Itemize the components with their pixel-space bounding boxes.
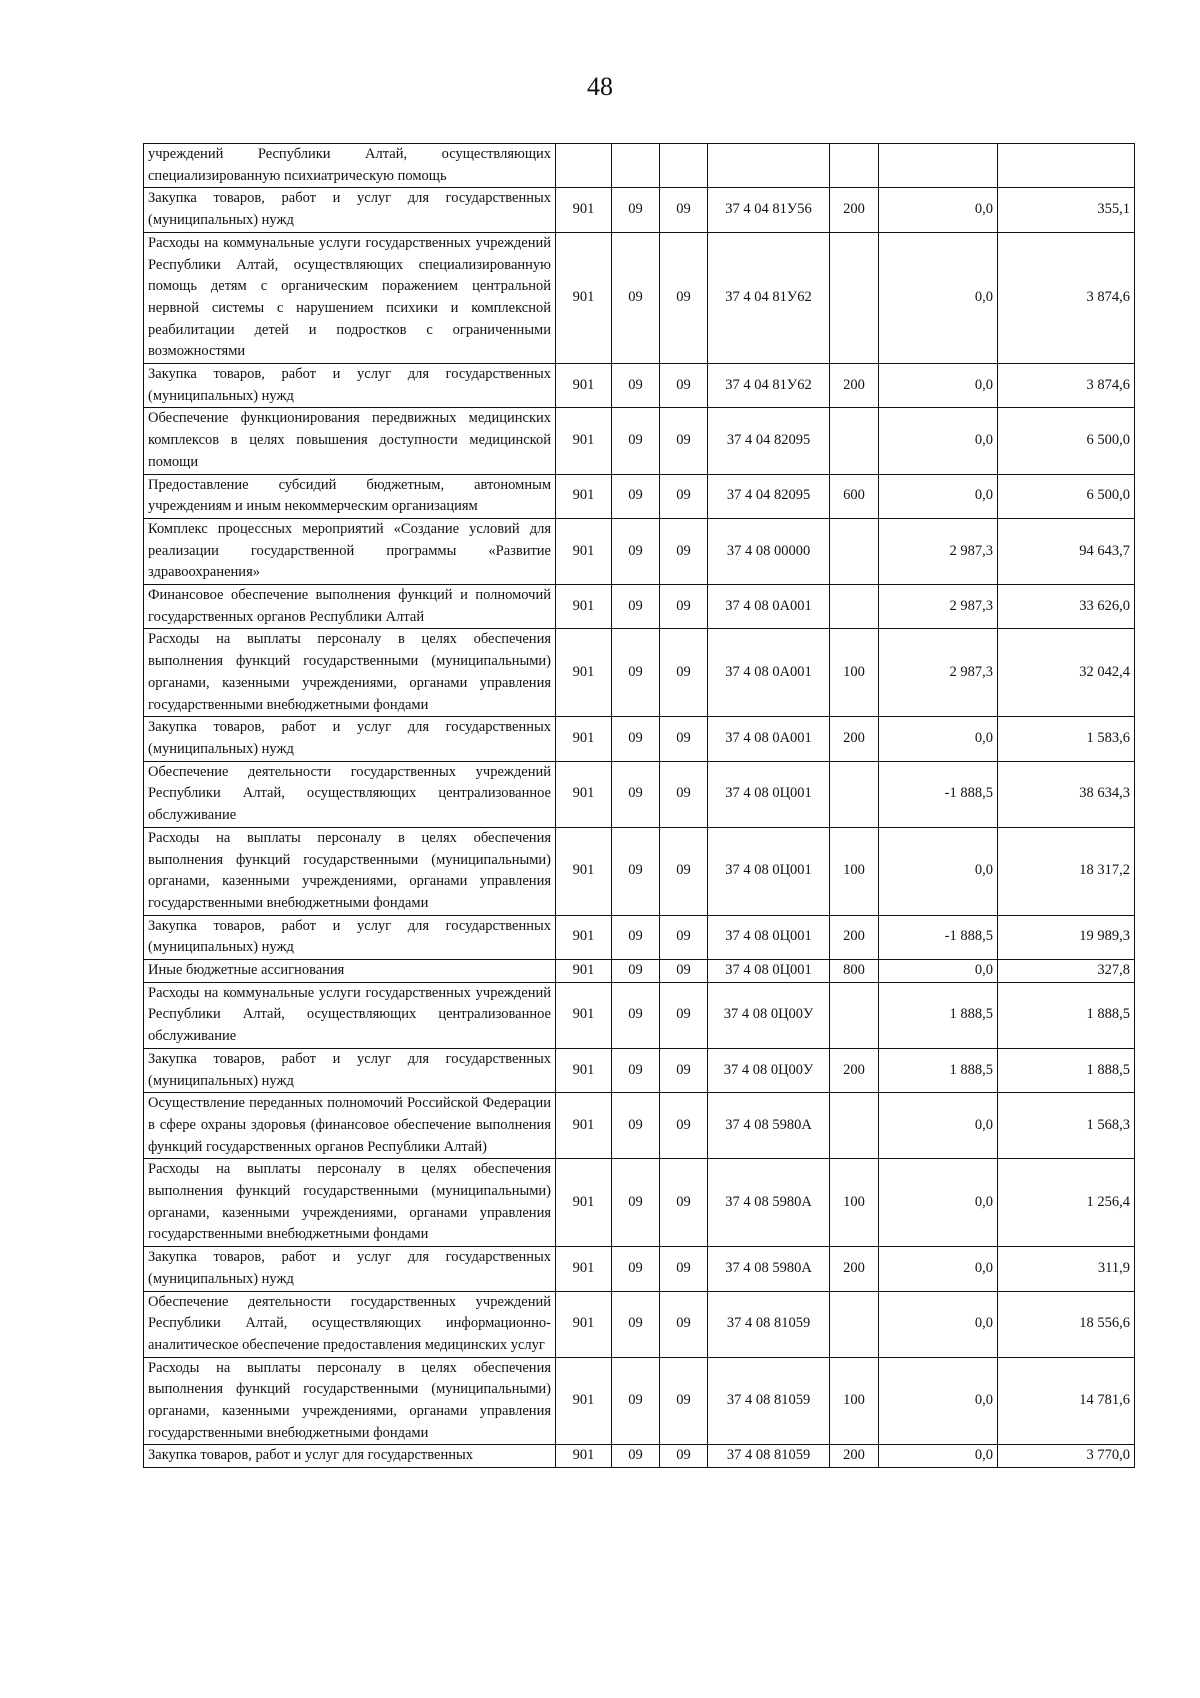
table-row <box>144 474 1135 518</box>
cell-total-amount: 1 256,4 <box>998 1159 1135 1247</box>
cell-total-amount: 3 874,6 <box>998 232 1135 363</box>
cell-description: Расходы на выплаты персоналу в целях обеспечения выполнения функций государственными (муниципальными) органами, казенными учреждениями, органами управления государственными внебюджетными фондами <box>144 1357 556 1445</box>
cell-subsection-code: 09 <box>660 717 708 761</box>
cell-ministry-code: 901 <box>556 1048 612 1092</box>
table-row <box>144 364 1135 408</box>
cell-section-code: 09 <box>612 1445 660 1468</box>
cell-change-amount: 0,0 <box>879 364 998 408</box>
cell-target-article: 37 4 08 81059 <box>708 1357 830 1445</box>
cell-description: Закупка товаров, работ и услуг для государственных (муниципальных) нужд <box>144 717 556 761</box>
cell-section-code: 09 <box>612 474 660 518</box>
cell-subsection-code: 09 <box>660 982 708 1048</box>
cell-target-article: 37 4 08 5980А <box>708 1159 830 1247</box>
cell-subsection-code: 09 <box>660 915 708 959</box>
cell-expense-type: 200 <box>830 915 879 959</box>
cell-expense-type: 600 <box>830 474 879 518</box>
table-row <box>144 144 1135 188</box>
cell-description: Осуществление переданных полномочий Российской Федерации в сфере охраны здоровья (финансовое обеспечение выполнения функций государственных органов Республики Алтай) <box>144 1093 556 1159</box>
cell-target-article: 37 4 08 0А001 <box>708 585 830 629</box>
table-row <box>144 408 1135 474</box>
cell-total-amount: 18 317,2 <box>998 827 1135 915</box>
cell-change-amount: 0,0 <box>879 474 998 518</box>
cell-total-amount: 1 888,5 <box>998 1048 1135 1092</box>
cell-expense-type: 100 <box>830 629 879 717</box>
cell-change-amount: 1 888,5 <box>879 982 998 1048</box>
cell-change-amount: 0,0 <box>879 188 998 232</box>
cell-ministry-code: 901 <box>556 717 612 761</box>
cell-change-amount: 2 987,3 <box>879 629 998 717</box>
budget-table <box>143 143 1135 1468</box>
cell-ministry-code: 901 <box>556 1445 612 1468</box>
cell-target-article: 37 4 08 0А001 <box>708 717 830 761</box>
cell-expense-type <box>830 144 879 188</box>
cell-total-amount: 1 583,6 <box>998 717 1135 761</box>
cell-target-article: 37 4 08 0Ц001 <box>708 761 830 827</box>
cell-section-code: 09 <box>612 915 660 959</box>
cell-total-amount: 327,8 <box>998 960 1135 983</box>
cell-target-article: 37 4 08 0А001 <box>708 629 830 717</box>
cell-description: учреждений Республики Алтай, осуществляющих специализированную психиатрическую помощь <box>144 144 556 188</box>
cell-expense-type <box>830 408 879 474</box>
cell-expense-type: 200 <box>830 717 879 761</box>
cell-change-amount: 0,0 <box>879 1247 998 1291</box>
cell-expense-type <box>830 1093 879 1159</box>
cell-section-code: 09 <box>612 585 660 629</box>
cell-ministry-code: 901 <box>556 1159 612 1247</box>
cell-total-amount: 32 042,4 <box>998 629 1135 717</box>
cell-target-article: 37 4 08 0Ц00У <box>708 982 830 1048</box>
cell-ministry-code: 901 <box>556 982 612 1048</box>
cell-change-amount: 0,0 <box>879 1093 998 1159</box>
cell-expense-type <box>830 982 879 1048</box>
table-row <box>144 1159 1135 1247</box>
cell-section-code: 09 <box>612 761 660 827</box>
cell-target-article: 37 4 08 0Ц001 <box>708 827 830 915</box>
cell-description: Обеспечение деятельности государственных учреждений Республики Алтай, осуществляющих централизованное обслуживание <box>144 761 556 827</box>
cell-expense-type: 200 <box>830 364 879 408</box>
cell-subsection-code: 09 <box>660 1159 708 1247</box>
cell-description: Расходы на коммунальные услуги государственных учреждений Республики Алтай, осуществляющих специализированную помощь детям с органическим поражением центральной нервной системы с нарушением психики и комплексной реабилитации детей и подростков с ограниченными возможностями <box>144 232 556 363</box>
cell-subsection-code: 09 <box>660 827 708 915</box>
cell-section-code: 09 <box>612 717 660 761</box>
cell-expense-type <box>830 1291 879 1357</box>
cell-expense-type <box>830 585 879 629</box>
cell-total-amount: 14 781,6 <box>998 1357 1135 1445</box>
table-row <box>144 518 1135 584</box>
cell-subsection-code: 09 <box>660 585 708 629</box>
cell-total-amount: 311,9 <box>998 1247 1135 1291</box>
cell-ministry-code: 901 <box>556 960 612 983</box>
cell-ministry-code: 901 <box>556 629 612 717</box>
cell-subsection-code: 09 <box>660 1357 708 1445</box>
cell-subsection-code: 09 <box>660 1291 708 1357</box>
cell-ministry-code: 901 <box>556 585 612 629</box>
page-number: 48 <box>587 72 613 101</box>
table-row <box>144 1445 1135 1468</box>
cell-total-amount: 94 643,7 <box>998 518 1135 584</box>
cell-total-amount: 6 500,0 <box>998 408 1135 474</box>
cell-change-amount: 0,0 <box>879 1357 998 1445</box>
cell-change-amount: 2 987,3 <box>879 585 998 629</box>
cell-total-amount: 3 874,6 <box>998 364 1135 408</box>
cell-section-code: 09 <box>612 232 660 363</box>
cell-description: Обеспечение функционирования передвижных медицинских комплексов в целях повышения доступности медицинской помощи <box>144 408 556 474</box>
cell-target-article: 37 4 04 81У62 <box>708 364 830 408</box>
cell-target-article <box>708 144 830 188</box>
cell-description: Закупка товаров, работ и услуг для государственных (муниципальных) нужд <box>144 364 556 408</box>
cell-target-article: 37 4 04 81У62 <box>708 232 830 363</box>
table-row <box>144 629 1135 717</box>
cell-subsection-code: 09 <box>660 1247 708 1291</box>
cell-subsection-code: 09 <box>660 1048 708 1092</box>
cell-ministry-code: 901 <box>556 364 612 408</box>
cell-ministry-code: 901 <box>556 188 612 232</box>
cell-description: Расходы на выплаты персоналу в целях обеспечения выполнения функций государственными (муниципальными) органами, казенными учреждениями, органами управления государственными внебюджетными фондами <box>144 1159 556 1247</box>
table-row <box>144 915 1135 959</box>
table-row <box>144 188 1135 232</box>
table-row <box>144 717 1135 761</box>
cell-ministry-code: 901 <box>556 1291 612 1357</box>
cell-subsection-code: 09 <box>660 960 708 983</box>
cell-expense-type: 200 <box>830 188 879 232</box>
table-row <box>144 827 1135 915</box>
table-row <box>144 761 1135 827</box>
cell-section-code: 09 <box>612 408 660 474</box>
cell-subsection-code: 09 <box>660 1093 708 1159</box>
cell-ministry-code: 901 <box>556 827 612 915</box>
cell-change-amount: 2 987,3 <box>879 518 998 584</box>
cell-description: Обеспечение деятельности государственных учреждений Республики Алтай, осуществляющих информационно-аналитическое обеспечение предоставления медицинских услуг <box>144 1291 556 1357</box>
cell-target-article: 37 4 08 0Ц001 <box>708 915 830 959</box>
cell-ministry-code: 901 <box>556 408 612 474</box>
cell-section-code: 09 <box>612 1048 660 1092</box>
cell-change-amount: -1 888,5 <box>879 761 998 827</box>
cell-description: Закупка товаров, работ и услуг для государственных (муниципальных) нужд <box>144 1247 556 1291</box>
cell-subsection-code: 09 <box>660 761 708 827</box>
cell-description: Закупка товаров, работ и услуг для государственных (муниципальных) нужд <box>144 915 556 959</box>
cell-ministry-code: 901 <box>556 1093 612 1159</box>
cell-change-amount: 1 888,5 <box>879 1048 998 1092</box>
cell-subsection-code: 09 <box>660 364 708 408</box>
cell-ministry-code: 901 <box>556 232 612 363</box>
cell-change-amount: 0,0 <box>879 717 998 761</box>
cell-target-article: 37 4 04 81У56 <box>708 188 830 232</box>
cell-total-amount: 18 556,6 <box>998 1291 1135 1357</box>
cell-subsection-code: 09 <box>660 408 708 474</box>
cell-expense-type: 100 <box>830 1357 879 1445</box>
cell-total-amount: 1 888,5 <box>998 982 1135 1048</box>
cell-change-amount: 0,0 <box>879 232 998 363</box>
cell-target-article: 37 4 08 5980А <box>708 1247 830 1291</box>
cell-subsection-code: 09 <box>660 232 708 363</box>
cell-change-amount: 0,0 <box>879 408 998 474</box>
cell-ministry-code: 901 <box>556 474 612 518</box>
cell-description: Закупка товаров, работ и услуг для государственных <box>144 1445 556 1468</box>
cell-change-amount: 0,0 <box>879 1159 998 1247</box>
table-row <box>144 1093 1135 1159</box>
cell-section-code: 09 <box>612 960 660 983</box>
cell-target-article: 37 4 08 5980А <box>708 1093 830 1159</box>
cell-subsection-code: 09 <box>660 629 708 717</box>
cell-section-code: 09 <box>612 629 660 717</box>
cell-section-code: 09 <box>612 188 660 232</box>
cell-section-code: 09 <box>612 827 660 915</box>
cell-description: Расходы на коммунальные услуги государственных учреждений Республики Алтай, осуществляющих централизованное обслуживание <box>144 982 556 1048</box>
cell-section-code: 09 <box>612 1291 660 1357</box>
cell-change-amount: -1 888,5 <box>879 915 998 959</box>
cell-subsection-code: 09 <box>660 1445 708 1468</box>
cell-expense-type: 200 <box>830 1445 879 1468</box>
cell-total-amount <box>998 144 1135 188</box>
cell-total-amount: 19 989,3 <box>998 915 1135 959</box>
table-row <box>144 232 1135 363</box>
cell-section-code: 09 <box>612 1247 660 1291</box>
cell-description: Предоставление субсидий бюджетным, автономным учреждениям и иным некоммерческим организациям <box>144 474 556 518</box>
cell-description: Финансовое обеспечение выполнения функций и полномочий государственных органов Республики Алтай <box>144 585 556 629</box>
cell-total-amount: 1 568,3 <box>998 1093 1135 1159</box>
cell-expense-type: 200 <box>830 1048 879 1092</box>
cell-section-code: 09 <box>612 1357 660 1445</box>
cell-description: Расходы на выплаты персоналу в целях обеспечения выполнения функций государственными (муниципальными) органами, казенными учреждениями, органами управления государственными внебюджетными фондами <box>144 827 556 915</box>
cell-description: Закупка товаров, работ и услуг для государственных (муниципальных) нужд <box>144 1048 556 1092</box>
cell-section-code <box>612 144 660 188</box>
cell-section-code: 09 <box>612 982 660 1048</box>
cell-description: Расходы на выплаты персоналу в целях обеспечения выполнения функций государственными (муниципальными) органами, казенными учреждениями, органами управления государственными внебюджетными фондами <box>144 629 556 717</box>
cell-total-amount: 6 500,0 <box>998 474 1135 518</box>
cell-change-amount: 0,0 <box>879 1291 998 1357</box>
cell-section-code: 09 <box>612 1159 660 1247</box>
cell-total-amount: 38 634,3 <box>998 761 1135 827</box>
cell-expense-type <box>830 518 879 584</box>
cell-ministry-code: 901 <box>556 915 612 959</box>
cell-target-article: 37 4 08 0Ц001 <box>708 960 830 983</box>
cell-change-amount: 0,0 <box>879 1445 998 1468</box>
cell-expense-type: 100 <box>830 1159 879 1247</box>
cell-subsection-code: 09 <box>660 474 708 518</box>
cell-expense-type: 200 <box>830 1247 879 1291</box>
cell-target-article: 37 4 08 81059 <box>708 1445 830 1468</box>
table-row <box>144 1291 1135 1357</box>
cell-target-article: 37 4 04 82095 <box>708 408 830 474</box>
table-row <box>144 1048 1135 1092</box>
cell-change-amount: 0,0 <box>879 960 998 983</box>
cell-subsection-code: 09 <box>660 188 708 232</box>
cell-ministry-code: 901 <box>556 1247 612 1291</box>
table-row <box>144 960 1135 983</box>
cell-expense-type <box>830 761 879 827</box>
cell-subsection-code: 09 <box>660 518 708 584</box>
cell-ministry-code <box>556 144 612 188</box>
cell-ministry-code: 901 <box>556 761 612 827</box>
table-row <box>144 585 1135 629</box>
cell-ministry-code: 901 <box>556 1357 612 1445</box>
cell-section-code: 09 <box>612 364 660 408</box>
cell-target-article: 37 4 08 0Ц00У <box>708 1048 830 1092</box>
table-row <box>144 982 1135 1048</box>
cell-ministry-code: 901 <box>556 518 612 584</box>
cell-description: Комплекс процессных мероприятий «Создание условий для реализации государственной программы «Развитие здравоохранения» <box>144 518 556 584</box>
cell-expense-type <box>830 232 879 363</box>
table-row <box>144 1247 1135 1291</box>
cell-total-amount: 33 626,0 <box>998 585 1135 629</box>
cell-expense-type: 100 <box>830 827 879 915</box>
cell-target-article: 37 4 04 82095 <box>708 474 830 518</box>
cell-section-code: 09 <box>612 518 660 584</box>
cell-total-amount: 355,1 <box>998 188 1135 232</box>
cell-target-article: 37 4 08 81059 <box>708 1291 830 1357</box>
cell-change-amount: 0,0 <box>879 827 998 915</box>
budget-table-body <box>144 144 1135 1468</box>
cell-description: Иные бюджетные ассигнования <box>144 960 556 983</box>
cell-target-article: 37 4 08 00000 <box>708 518 830 584</box>
cell-total-amount: 3 770,0 <box>998 1445 1135 1468</box>
cell-description: Закупка товаров, работ и услуг для государственных (муниципальных) нужд <box>144 188 556 232</box>
cell-expense-type: 800 <box>830 960 879 983</box>
cell-change-amount <box>879 144 998 188</box>
table-row <box>144 1357 1135 1445</box>
cell-subsection-code <box>660 144 708 188</box>
cell-section-code: 09 <box>612 1093 660 1159</box>
